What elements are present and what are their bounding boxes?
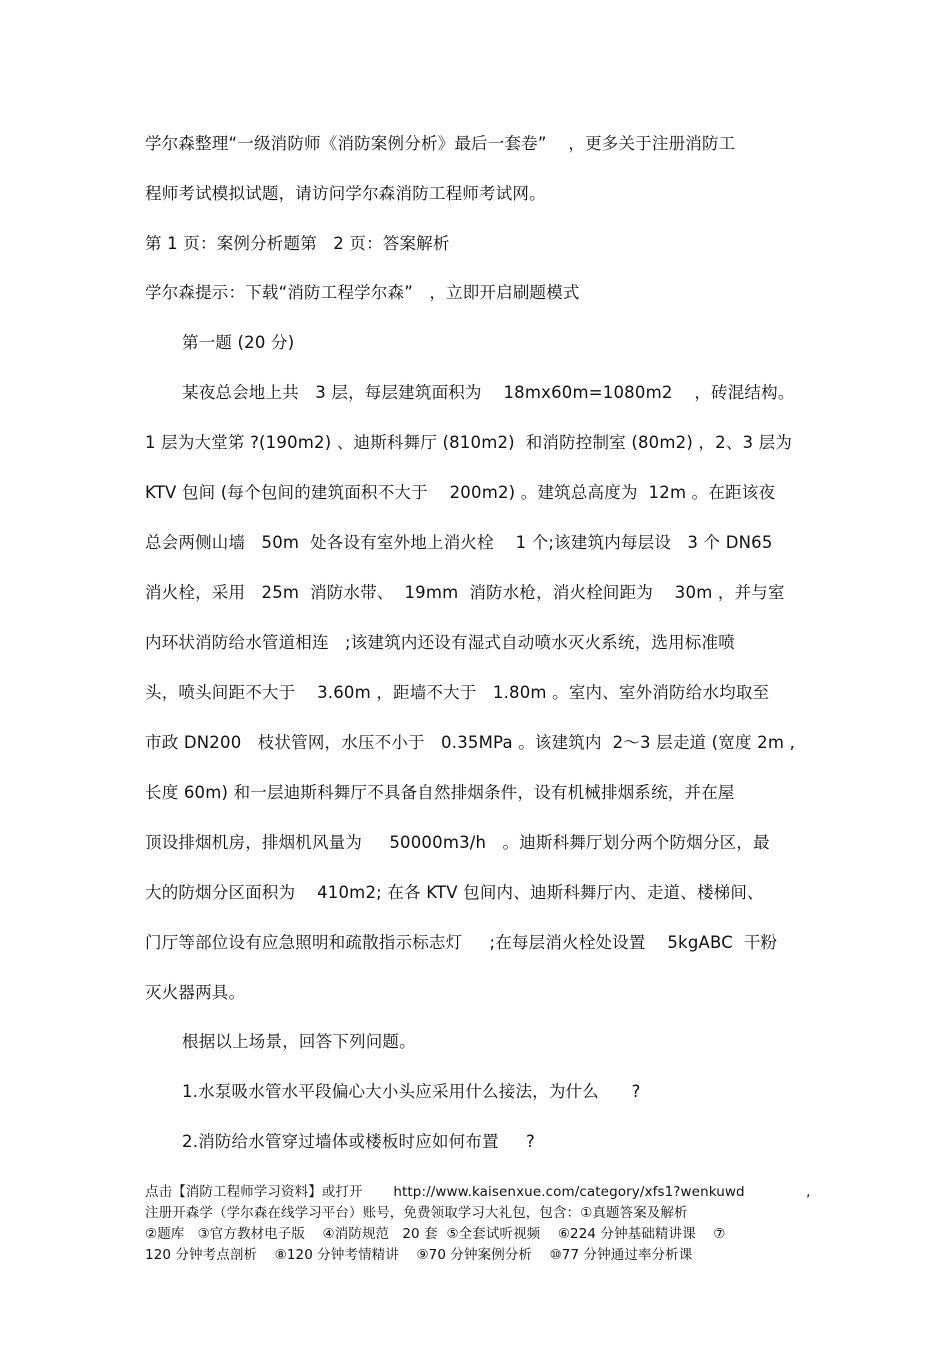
question-prompt: 根据以上场景，回答下列问题。 — [182, 1032, 416, 1051]
footer-line: ②题库 ③官方教材电子版 ④消防规范 20 套 ⑤全套试听视频 ⑥224 分钟基础精讲课 ⑦ — [145, 1226, 726, 1242]
scenario-line: 内环状消防给水管道相连 ;该建筑内还设有湿式自动喷水灭火系统，选用标准喷 — [145, 633, 735, 652]
intro-line-1: 学尔森整理“一级消防师《消防案例分析》最后一套卷” ，更多关于注册消防工 — [145, 134, 736, 153]
pages-nav: 第 1 页：案例分析题第 2 页：答案解析 — [145, 234, 450, 253]
footer-line: 120 分钟考点剖析 ⑧120 分钟考情精讲 ⑨70 分钟案例分析 ⑩77 分钟通过率分析课 — [145, 1247, 693, 1263]
intro-line-2: 程师考试模拟试题，请访问学尔森消防工程师考试网。 — [145, 184, 546, 203]
scenario-line: 某夜总会地上共 3 层，每层建筑面积为 18mx60m=1080m2 ，砖混结构。 — [182, 383, 795, 402]
footer-line: 注册开森学（学尔森在线学习平台）账号，免费领取学习大礼包，包含：①真题答案及解析 — [145, 1205, 688, 1221]
scenario-line: 灭火器两具。 — [145, 983, 246, 1002]
scenario-line: KTV 包间 (每个包间的建筑面积不大于 200m2) 。建筑总高度为 12m 。在距该夜 — [145, 483, 776, 502]
scenario-line: 长度 60m) 和一层迪斯科舞厅不具备自然排烟条件，设有机械排烟系统，并在屋 — [145, 783, 735, 802]
scenario-line: 消火栓，采用 25m 消防水带、 19mm 消防水枪，消火栓间距为 30m ，并与室 — [145, 583, 785, 602]
scenario-line: 市政 DN200 枝状管网，水压不小于 0.35MPa 。该建筑内 2～3 层走道 (宽度 2m , — [145, 733, 796, 752]
footer-link-line[interactable]: 点击【消防工程师学习资料】或打开 http://www.kaisenxue.com/category/xfs1?wenkuwd , — [145, 1184, 811, 1200]
question-item: 2.消防给水管穿过墙体或楼板时应如何布置 ? — [182, 1132, 535, 1151]
tip-line: 学尔森提示：下载“消防工程学尔森” ，立即开启刷题模式 — [145, 283, 580, 302]
scenario-line: 总会两侧山墙 50m 处各设有室外地上消火栓 1 个;该建筑内每层设 3 个 DN65 — [145, 533, 773, 552]
scenario-line: 1 层为大堂笫 ?(190m2) 、迪斯科舞厅 (810m2) 和消防控制室 (80m2) ，2、3 层为 — [145, 433, 793, 452]
question-title: 第一题 (20 分) — [182, 333, 295, 352]
question-item: 1.水泵吸水管水平段偏心大小头应采用什么接法，为什么 ? — [182, 1082, 641, 1101]
scenario-line: 大的防烟分区面积为 410m2; 在各 KTV 包间内、迪斯科舞厅内、走道、楼梯间、 — [145, 883, 764, 902]
scenario-line: 顶设排烟机房，排烟机风量为 50000m3/h 。迪斯科舞厅划分两个防烟分区，最 — [145, 833, 770, 852]
scenario-line: 头，喷头间距不大于 3.60m ，距墙不大于 1.80m 。室内、室外消防给水均取至 — [145, 683, 770, 702]
scenario-line: 门厅等部位设有应急照明和疏散指示标志灯 ;在每层消火栓处设置 5kgABC 干粉 — [145, 933, 778, 952]
